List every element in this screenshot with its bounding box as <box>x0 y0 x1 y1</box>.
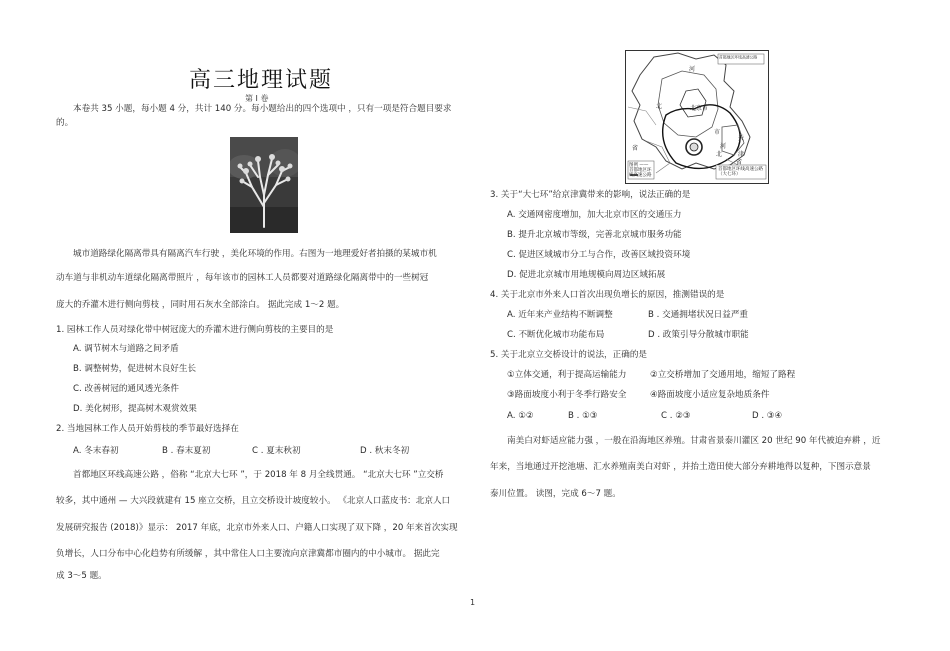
map-legend-bottom-right: 首都地区环线高速公路（大七环） <box>718 167 763 177</box>
map-label-bei2: 北 <box>716 151 723 158</box>
question-5-item-3: ③路面坡度小利于冬季行路安全 <box>507 390 627 400</box>
passage2-line-1: 首都地区环线高速公路 ，俗称 “北京大七环 ”，于 2018 年 8 月全线贯通。 “北京大七环 ”立交桥 <box>73 470 444 480</box>
passage3-line-2: 年来，当地通过开挖池塘、汇水养殖南美白对虾 ，并抬土造田使大部分弃耕地得以复种，下图示意景 <box>490 462 871 472</box>
question-2-option-b: B . 春末夏初 <box>162 446 211 456</box>
question-3-option-c: C. 促进区域城市分工与合作，改善区域投资环境 <box>507 250 691 260</box>
passage2-line-2: 较多，其中通州 — 大兴段就建有 15 座立交桥，且立交桥设计坡度较小。 《北京人口蓝皮书：北京人口 <box>56 496 451 506</box>
section-label: 第 I 卷 <box>245 94 269 103</box>
question-5-item-2: ②立交桥增加了交通用地，缩短了路程 <box>650 370 796 380</box>
question-5-option-a: A. ①② <box>507 411 534 421</box>
map-label-tian: 天 <box>738 135 745 142</box>
intro-line-2: 的。 <box>56 118 74 128</box>
page-title: 高三地理试题 <box>189 68 334 93</box>
question-4-option-c: C. 不断优化城市功能布局 <box>507 330 605 340</box>
question-3-option-b: B. 提升北京城市等级，完善北京城市服务功能 <box>507 230 682 240</box>
question-1-option-a: A. 调节树木与道路之间矛盾 <box>73 344 179 354</box>
question-5-stem: 5. 关于北京立交桥设计的说法，正确的是 <box>490 350 648 360</box>
question-5-item-4: ④路面坡度小适应复杂地质条件 <box>650 390 770 400</box>
question-5-option-d: D . ③④ <box>752 411 783 421</box>
page-number: 1 <box>470 598 476 607</box>
question-5-item-1: ①立体交通，利于提高运输能力 <box>507 370 627 380</box>
tree-photo <box>230 137 298 233</box>
passage1-line-3: 庞大的乔灌木进行侧向剪枝 ，同时用石灰水全部涂白。 据此完成 1～2 题。 <box>56 300 345 310</box>
question-4-option-b: B . 交通拥堵状况日益严重 <box>648 310 749 320</box>
map-legend-top: 首都地区环线高速公路 <box>719 55 758 61</box>
question-5-option-c: C . ②③ <box>661 411 691 421</box>
question-1-option-d: D. 美化树形，提高树木观赏效果 <box>73 404 197 414</box>
map-label-he2: 河 <box>720 143 727 150</box>
question-2-stem: 2. 当地园林工作人员开始剪枝的季节最好选择在 <box>56 424 239 434</box>
map-label-bei: 北 <box>656 103 663 110</box>
passage3-line-1: 南美白对虾适应能力强 ，一般在沿海地区养殖。甘肃省景泰川灌区 20 世纪 90 年代被迫弃耕 ，近 <box>507 436 881 446</box>
passage2-line-3: 发展研究报告 (2018)》显示： 2017 年底，北京市外来人口、户籍人口实现了双下降 ，20 年来首次实现 <box>56 523 458 533</box>
map-label-he: 河 <box>689 66 696 73</box>
map-label-sheng2: 省 <box>736 159 743 166</box>
map-label-sheng: 省 <box>632 145 639 152</box>
question-2-option-a: A. 冬末春初 <box>73 446 119 456</box>
question-5-option-b: B . ①③ <box>568 411 598 421</box>
question-4-option-a: A. 近年来产业结构不断调整 <box>507 310 613 320</box>
question-1-stem: 1. 园林工作人员对绿化带中树冠庞大的乔灌木进行侧向剪枝的主要目的是 <box>56 325 334 335</box>
intro-line-1: 本卷共 35 小题，每小题 4 分，共计 140 分。每小题给出的四个选项中 ，只有一项是符合题目要求 <box>73 104 452 114</box>
question-3-option-a: A. 交通网密度增加，加大北京市区的交通压力 <box>507 210 682 220</box>
passage2-line-4: 负增长，人口分布中心化趋势有所缓解 ，其中常住人口主要流向京津冀都市圈内的中小城市。 据此完 <box>56 549 440 559</box>
question-3-stem: 3. 关于“大七环”给京津冀带来的影响，说法正确的是 <box>490 190 691 200</box>
map-label-jin: 津 <box>738 151 745 158</box>
question-2-option-d: D . 秋末冬初 <box>360 446 410 456</box>
passage3-line-3: 泰川位置。 读图，完成 6～7 题。 <box>490 489 621 499</box>
map-legend-bottom-left: 图例 —— 首都地区环线高速公路 <box>629 163 652 178</box>
question-1-option-c: C. 改善树冠的通风透光条件 <box>73 384 179 394</box>
question-4-option-d: D . 政策引导分散城市职能 <box>648 330 749 340</box>
beijing-region-map <box>625 50 769 184</box>
map-label-beijing: 北京市 <box>690 105 709 112</box>
question-4-stem: 4. 关于北京市外来人口首次出现负增长的原因，推测错误的是 <box>490 290 725 300</box>
question-1-option-b: B. 调整树势，促进树木良好生长 <box>73 364 197 374</box>
question-2-option-c: C . 夏末秋初 <box>252 446 301 456</box>
map-label-shi: 市 <box>714 129 721 136</box>
passage1-line-1: 城市道路绿化隔离带具有隔离汽车行驶 ，美化环境的作用。右图为一地理爱好者拍摄的某城市机 <box>73 249 437 259</box>
question-3-option-d: D. 促进北京城市用地规模向周边区域拓展 <box>507 270 666 280</box>
passage2-line-5: 成 3～5 题。 <box>56 571 107 581</box>
passage1-line-2: 动车道与非机动车道绿化隔离带照片 ，每年该市的园林工人员都要对道路绿化隔离带中的一些树冠 <box>56 273 429 283</box>
